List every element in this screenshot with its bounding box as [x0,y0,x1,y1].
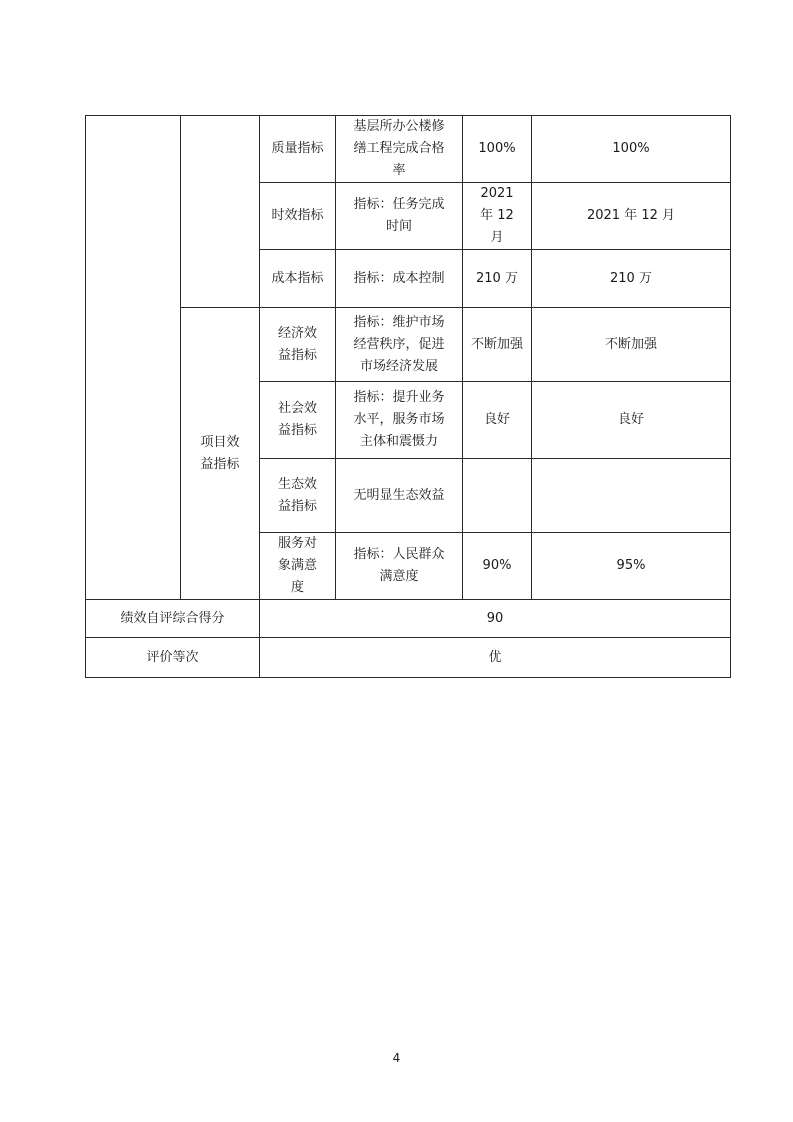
benefit-group-cell: 项目效益指标 [181,308,260,600]
level3-cell: 生态效益指标 [260,459,336,533]
indicator-cell: 指标：维护市场经营秩序，促进市场经济发展 [336,308,463,382]
indicator-cell: 指标：成本控制 [336,250,463,308]
grade-value: 优 [260,638,731,678]
level3-cell: 经济效益指标 [260,308,336,382]
level1-cell [86,116,181,600]
total-score-value: 90 [260,600,731,638]
target-cell: 100% [463,116,532,183]
level3-cell: 质量指标 [260,116,336,183]
table-row [86,308,731,382]
target-cell: 良好 [463,382,532,459]
indicator-cell: 指标：提升业务水平，服务市场主体和震慑力 [336,382,463,459]
actual-cell [532,459,731,533]
level3-cell: 社会效益指标 [260,382,336,459]
level3-cell: 时效指标 [260,183,336,250]
performance-table [85,115,731,678]
actual-cell: 2021 年 12 月 [532,183,731,250]
level3-cell: 成本指标 [260,250,336,308]
target-cell: 不断加强 [463,308,532,382]
indicator-cell: 基层所办公楼修缮工程完成合格率 [336,116,463,183]
indicator-cell: 无明显生态效益 [336,459,463,533]
table-row [86,116,731,183]
table-row [86,600,731,638]
level3-cell: 服务对象满意度 [260,533,336,600]
target-cell: 90% [463,533,532,600]
output-group-cell [181,116,260,308]
total-score-label: 绩效自评综合得分 [86,600,260,638]
page-number: 4 [392,1051,401,1065]
actual-cell: 不断加强 [532,308,731,382]
table-row [86,638,731,678]
grade-label: 评价等次 [86,638,260,678]
indicator-cell: 指标：任务完成时间 [336,183,463,250]
actual-cell: 95% [532,533,731,600]
indicator-cell: 指标：人民群众满意度 [336,533,463,600]
target-cell [463,459,532,533]
actual-cell: 210 万 [532,250,731,308]
target-cell: 210 万 [463,250,532,308]
target-cell: 2021 年 12 月 [463,183,532,250]
actual-cell: 100% [532,116,731,183]
actual-cell: 良好 [532,382,731,459]
